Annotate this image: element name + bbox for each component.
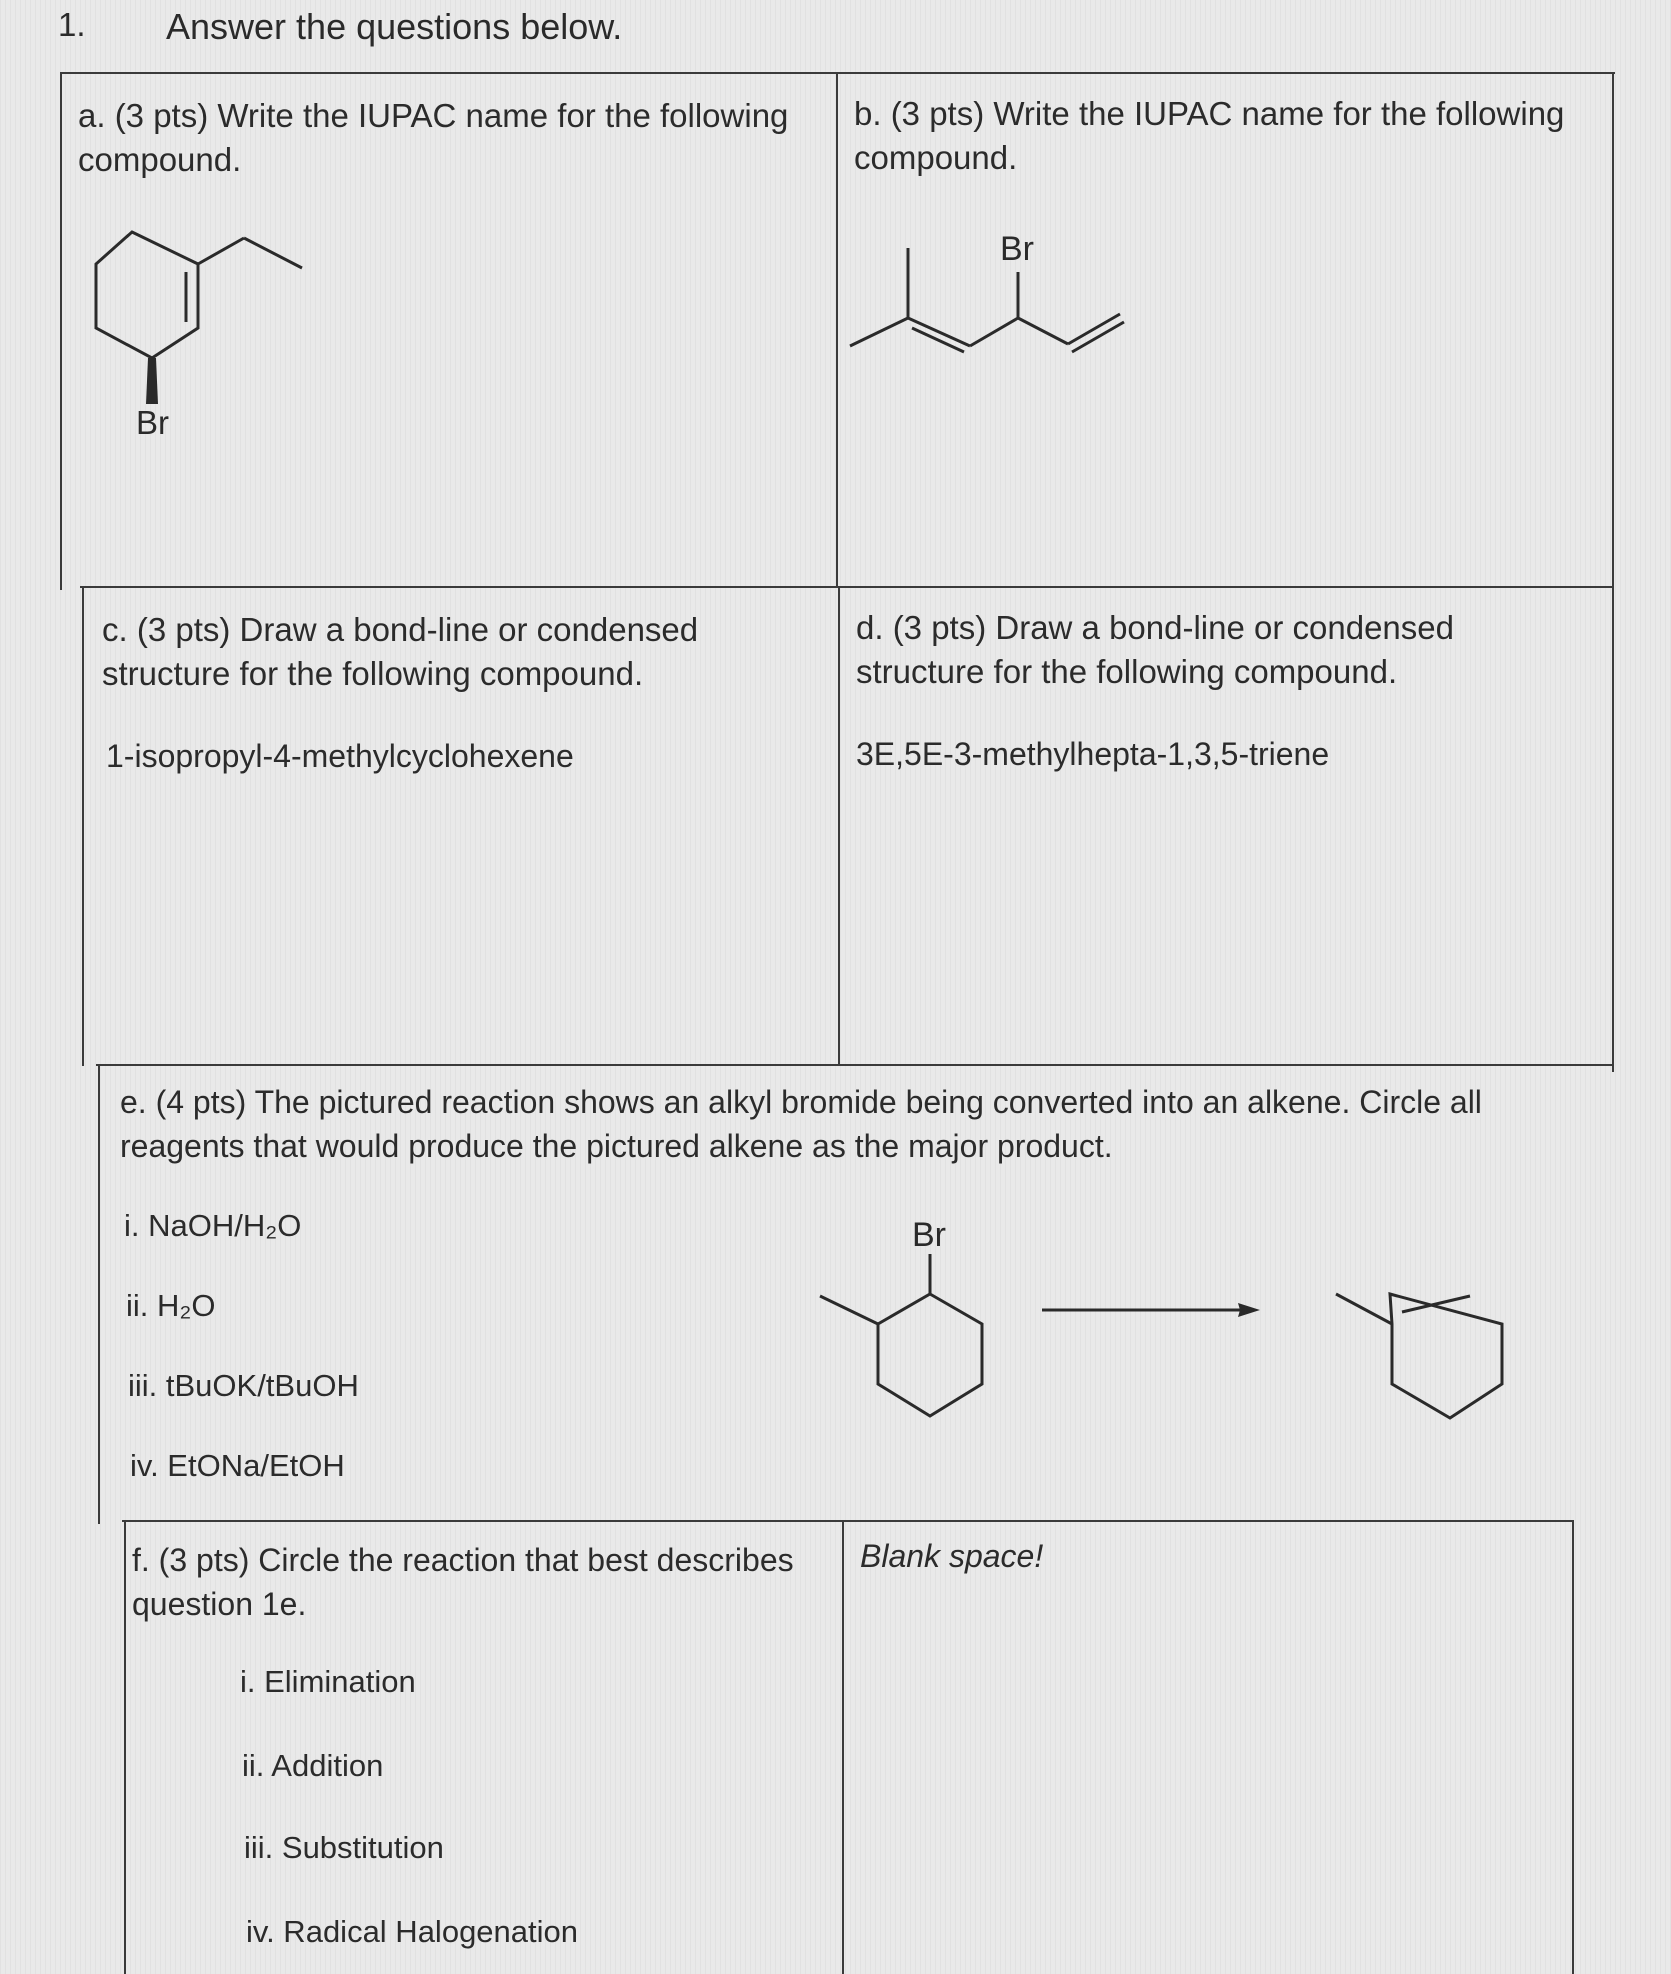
part-e-line1: e. (4 pts) The pictured reaction shows an alkyl bromide being converted into an alkene. Circle all — [120, 1084, 1482, 1120]
reaction-arrow-head — [1238, 1303, 1260, 1317]
col-divider-cd — [838, 586, 840, 1066]
bond-1 — [850, 318, 908, 346]
part-f-option-3: iii. Substitution — [244, 1830, 444, 1865]
row-divider-cd-e — [96, 1064, 1614, 1066]
part-e-br-label: Br — [912, 1216, 946, 1254]
part-f-line2: question 1e. — [132, 1586, 307, 1622]
part-f-prompt — [132, 1538, 794, 1626]
ethyl-bond-2 — [244, 238, 302, 268]
part-e-option-1: i. NaOH/H₂O — [124, 1208, 302, 1243]
table-left-border-e — [98, 1064, 100, 1524]
part-b-br-label: Br — [1000, 230, 1034, 268]
part-e-prompt — [120, 1080, 1482, 1168]
part-a-br-label: Br — [136, 404, 169, 441]
reactant-methyl-bond — [820, 1296, 878, 1324]
part-a-line1: a. (3 pts) Write the IUPAC name for the following — [78, 97, 789, 134]
part-b-line1: b. (3 pts) Write the IUPAC name for the following — [854, 95, 1565, 132]
question-number: 1. — [58, 6, 86, 43]
part-f-option-2: ii. Addition — [242, 1748, 384, 1783]
part-d-line2: structure for the following compound. — [856, 653, 1398, 690]
part-f-option-4: iv. Radical Halogenation — [246, 1914, 579, 1949]
part-e-option-3: iii. tBuOK/tBuOH — [128, 1368, 359, 1403]
col-divider-ab — [836, 72, 838, 588]
part-d-line1: d. (3 pts) Draw a bond-line or condensed — [856, 609, 1454, 646]
ethyl-bond-1 — [198, 238, 244, 264]
part-a-structure — [88, 228, 308, 458]
part-a-prompt — [78, 94, 788, 182]
product-methyl-bond — [1336, 1294, 1392, 1324]
part-e-option-4: iv. EtONa/EtOH — [130, 1448, 345, 1483]
product-ring — [1390, 1294, 1502, 1418]
part-d-compound: 3E,5E-3-methylhepta-1,3,5-triene — [856, 736, 1330, 772]
part-e-reaction — [810, 1206, 1510, 1436]
part-c-compound: 1-isopropyl-4-methylcyclohexene — [106, 738, 574, 774]
question-title: Answer the questions below. — [166, 6, 623, 47]
row-divider-e-f — [122, 1520, 1574, 1522]
part-c-line1: c. (3 pts) Draw a bond-line or condensed — [102, 611, 699, 648]
blank-space-label: Blank space! — [860, 1538, 1044, 1574]
part-a-line2: compound. — [78, 141, 242, 178]
part-b-structure — [850, 224, 1150, 364]
part-e-line2: reagents that would produce the pictured alkene as the major product. — [120, 1128, 1113, 1164]
row-divider-ab-cd — [80, 586, 1614, 588]
part-b-line2: compound. — [854, 139, 1018, 176]
bond-4 — [970, 318, 1018, 346]
part-f-option-1: i. Elimination — [240, 1664, 416, 1699]
part-f-line1: f. (3 pts) Circle the reaction that best describes — [132, 1542, 794, 1578]
bond-5 — [1018, 318, 1068, 344]
table-left-border-f — [124, 1522, 126, 1974]
wedge-bond — [146, 358, 158, 404]
part-b-prompt — [854, 92, 1564, 180]
table-left-border-cd — [82, 588, 84, 1066]
part-c-line2: structure for the following compound. — [102, 655, 644, 692]
table-left-border-ab — [60, 72, 62, 590]
col-divider-f — [842, 1520, 844, 1974]
reactant-ring — [878, 1294, 982, 1416]
cyclohexene-ring — [96, 232, 198, 358]
part-d-prompt — [856, 606, 1454, 694]
table-right-border-top — [1612, 72, 1614, 1072]
table-right-border-bottom — [1572, 1520, 1574, 1974]
part-c-prompt — [102, 608, 698, 696]
part-e-option-2: ii. H₂O — [126, 1288, 216, 1323]
